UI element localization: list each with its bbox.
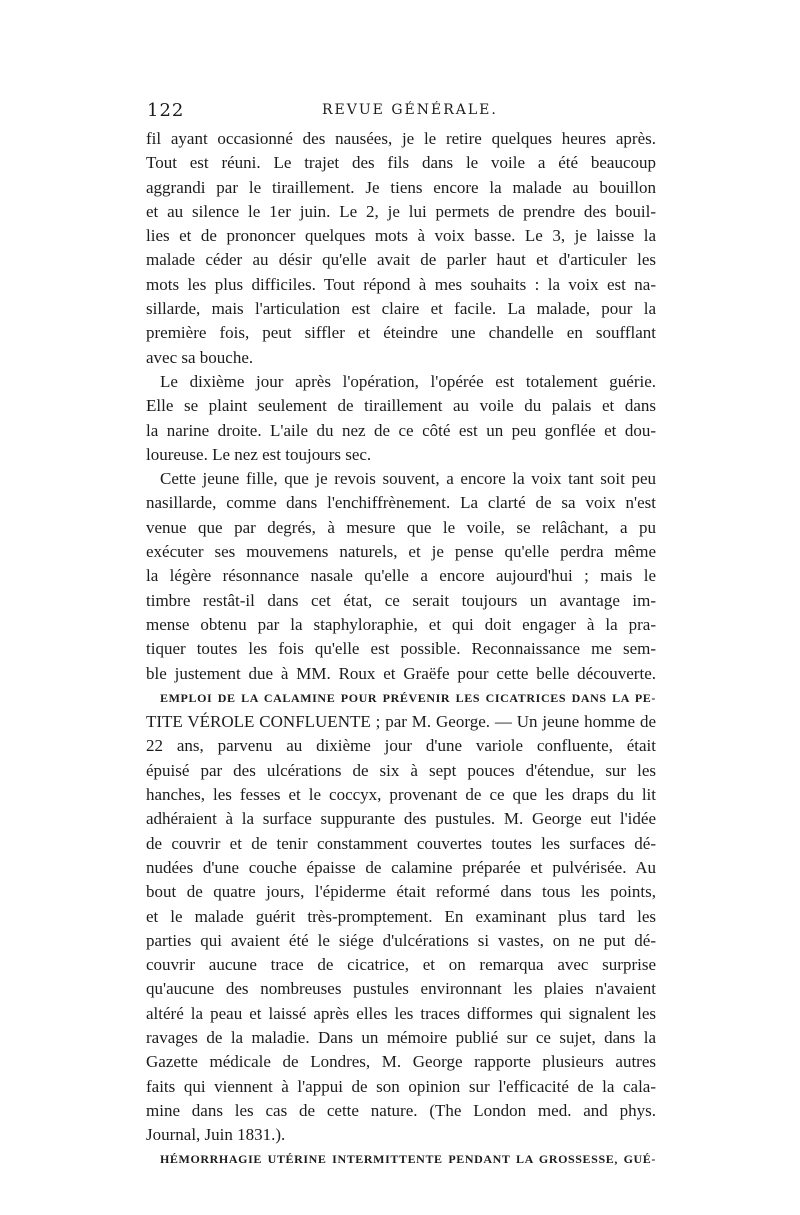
text-line: couvrir aucune trace de cicatrice, et on remarqua avec surprise — [146, 955, 656, 975]
text-line: avec sa bouche. — [146, 347, 254, 367]
text-line: de couvrir et de tenir constamment couvertes toutes les surfaces dé- — [146, 833, 656, 853]
page-header — [147, 100, 655, 126]
text-line: lies et de prononcer quelques mots à voix basse. Le 3, je laisse la — [146, 226, 656, 246]
text-line: la narine droite. L'aile du nez de ce côté est un peu gonflée et dou- — [146, 420, 656, 440]
text-line: fil ayant occasionné des nausées, je le retire quelques heures après. — [146, 129, 656, 148]
text-line: Elle se plaint seulement de tiraillement au voile du palais et dans — [146, 396, 656, 416]
text-line: mense obtenu par la staphyloraphie, et qui doit engager à la pra- — [146, 614, 656, 634]
text-line: parties qui avaient été le siége d'ulcérations si vastes, on ne put dé- — [146, 930, 656, 950]
text-line: bout de quatre jours, l'épiderme était reformé dans tous les points, — [146, 882, 656, 902]
running-head: REVUE GÉNÉRALE. — [322, 102, 498, 118]
text-line: timbre restât-il dans cet état, ce serait toujours un avantage im- — [146, 590, 656, 610]
text-line: aggrandi par le tiraillement. Je tiens encore la malade au bouillon — [146, 177, 656, 197]
text-line: Le dixième jour après l'opération, l'opérée est totalement guérie. — [160, 371, 656, 391]
text-line: et le malade guérit très-promptement. En examinant plus tard les — [146, 906, 656, 926]
text-line: loureuse. Le nez est toujours sec. — [146, 444, 372, 464]
text-line: ble justement due à MM. Roux et Graëfe pour cette belle découverte. — [146, 663, 656, 683]
body-text — [146, 127, 656, 1172]
text-line: malade céder au désir qu'elle avait de parler haut et d'articuler les — [146, 250, 656, 270]
text-line: mine dans les cas de cette nature. (The London med. and phys. — [146, 1100, 656, 1120]
text-line: la légère résonnance nasale qu'elle a encore aujourd'hui ; mais le — [146, 566, 656, 586]
text-line: tiquer toutes les fois qu'elle est possible. Reconnaissance me sem- — [146, 639, 656, 659]
text-line: Tout est réuni. Le trajet des fils dans le voile a été beaucoup — [146, 153, 656, 173]
text-line: Cette jeune fille, que je revois souvent, a encore la voix tant soit peu — [160, 469, 656, 489]
text-line: Journal, Juin 1831.). — [146, 1125, 286, 1145]
text-line: altéré la peau et laissé après elles les traces difformes qui signalent les — [146, 1003, 656, 1023]
page-number: 122 — [147, 100, 185, 121]
text-line: sillarde, mais l'articulation est claire et facile. La malade, pour la — [146, 299, 656, 319]
section-heading: HÉMORRHAGIE UTÉRINE INTERMITTENTE PENDANT LA GROSSESSE, GUÉ- — [160, 1152, 656, 1167]
text-line: nudées d'une couche épaisse de calamine préparée et pulvérisée. Au — [146, 857, 656, 877]
text-line: qu'aucune des nombreuses pustules environnant les plaies n'avaient — [146, 979, 656, 999]
text-line: hanches, les fesses et le coccyx, provenant de ce que les draps du lit — [146, 785, 656, 805]
text-line: 22 ans, parvenu au dixième jour d'une variole confluente, était — [146, 736, 656, 756]
text-line: ravages de la maladie. Dans un mémoire publié sur ce sujet, dans la — [146, 1027, 656, 1047]
text-line: épuisé par des ulcérations de six à sept pouces d'étendue, sur les — [146, 760, 656, 780]
text-line: et au silence le 1er juin. Le 2, je lui permets de prendre des bouil- — [146, 201, 656, 221]
text-line: faits qui viennent à l'appui de son opinion sur l'efficacité de la cala- — [146, 1076, 656, 1096]
text-line: TITE VÉROLE CONFLUENTE ; par M. George. — Un jeune homme de — [146, 712, 656, 732]
text-line: venue que par degrés, à mesure que le voile, se relâchant, a pu — [146, 517, 656, 537]
text-line: Gazette médicale de Londres, M. George rapporte plusieurs autres — [146, 1052, 656, 1072]
text-line: exécuter ses mouvemens naturels, et je pense qu'elle perdra même — [146, 542, 656, 562]
text-line: nasillarde, comme dans l'enchiffrènement. La clarté de sa voix n'est — [146, 493, 656, 513]
text-line: première fois, peut siffler et éteindre une chandelle en soufflant — [146, 323, 656, 343]
section-heading: EMPLOI DE LA CALAMINE POUR PRÉVENIR LES CICATRICES DANS LA PE- — [160, 690, 656, 705]
text-line: mots les plus difficiles. Tout répond à mes souhaits : la voix est na- — [146, 274, 656, 294]
text-line: adhéraient à la surface suppurante des pustules. M. George eut l'idée — [146, 809, 656, 829]
